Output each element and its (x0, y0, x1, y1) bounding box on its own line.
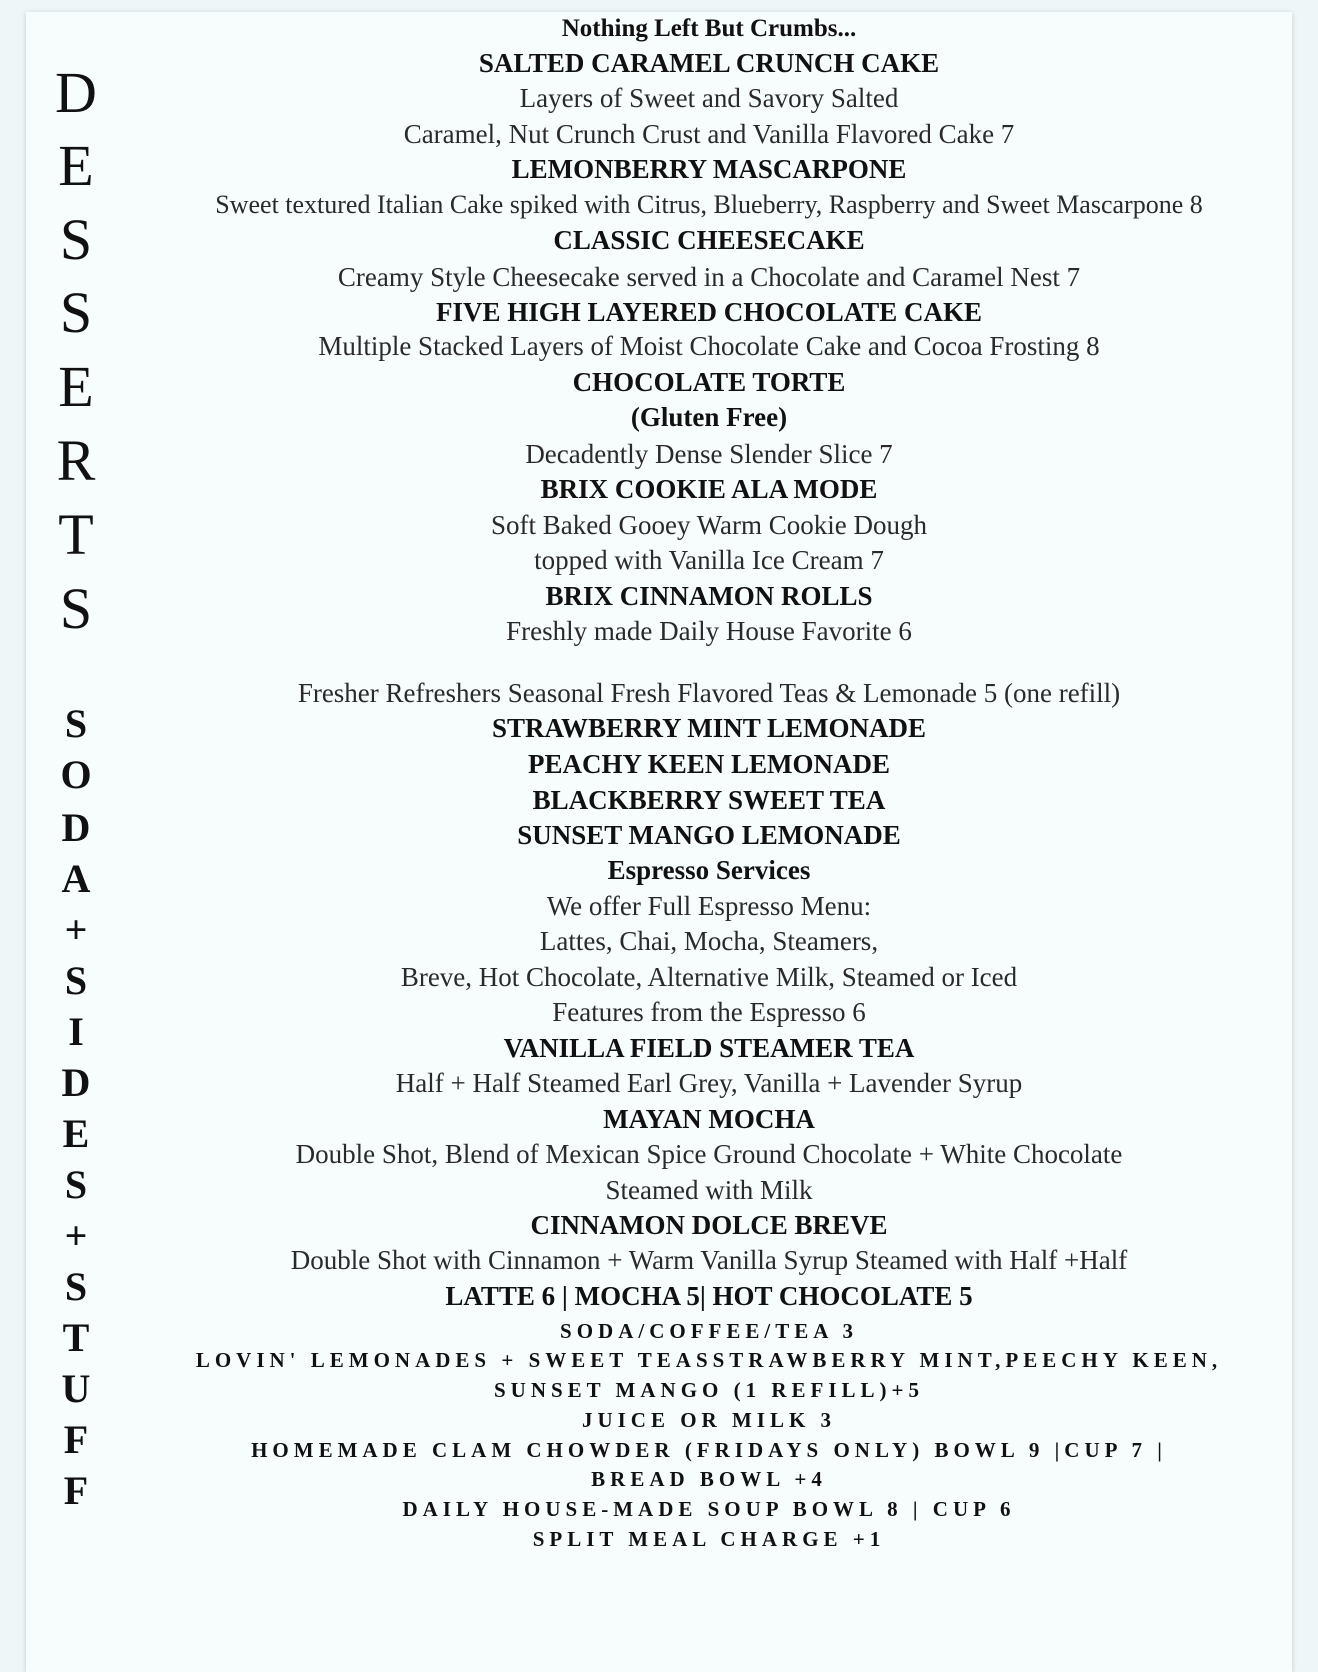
side-letter: D (61, 1060, 91, 1105)
espresso-description: Breve, Hot Chocolate, Alternative Milk, Steamed or Iced (400, 962, 1018, 992)
side-letter: S (59, 576, 93, 641)
dessert-name: FIVE HIGH LAYERED CHOCOLATE CAKE (435, 297, 983, 327)
dessert-name: BRIX CINNAMON ROLLS (545, 581, 873, 611)
side-letter: S (64, 1264, 88, 1309)
drink-special-description: Double Shot with Cinnamon + Warm Vanilla Syrup Steamed with Half +Half (290, 1245, 1128, 1275)
side-letter: D (61, 805, 91, 850)
espresso-heading: Espresso Services (607, 855, 811, 885)
espresso-description: Features from the Espresso 6 (552, 997, 866, 1027)
side-letter: D (55, 60, 97, 125)
side-letter: R (56, 428, 96, 493)
side-letter: S (64, 701, 88, 746)
side-letter: + (64, 907, 88, 952)
side-letter: I (68, 1009, 84, 1054)
desserts-header: Nothing Left But Crumbs... (561, 15, 857, 42)
dessert-name: SALTED CARAMEL CRUNCH CAKE (478, 48, 940, 78)
side-letter: E (58, 133, 94, 198)
dessert-description: Decadently Dense Slender Slice 7 (525, 439, 893, 469)
dessert-subname: (Gluten Free) (630, 402, 788, 432)
sides-line: SUNSET MANGO (1 REFILL)+5 (493, 1378, 925, 1402)
refresher-item: STRAWBERRY MINT LEMONADE (491, 713, 927, 743)
sides-line: BREAD BOWL +4 (591, 1467, 827, 1491)
side-letter: S (64, 958, 88, 1003)
dessert-description: Sweet textured Italian Cake spiked with Citrus, Blueberry, Raspberry and Sweet Mascarpone 8 (215, 190, 1203, 219)
sides-line: SODA/COFFEE/TEA 3 (560, 1319, 858, 1343)
side-letter: T (62, 1315, 90, 1360)
espresso-description: We offer Full Espresso Menu: (546, 891, 872, 921)
dessert-description: Layers of Sweet and Savory Salted (519, 83, 899, 113)
side-letter: F (63, 1468, 89, 1513)
dessert-name: BRIX COOKIE ALA MODE (540, 474, 878, 504)
drink-price-line: LATTE 6 | MOCHA 5| HOT CHOCOLATE 5 (445, 1281, 973, 1311)
refresher-item: PEACHY KEEN LEMONADE (527, 749, 891, 779)
sides-line: SPLIT MEAL CHARGE +1 (532, 1527, 886, 1551)
drink-special-name: MAYAN MOCHA (603, 1104, 815, 1134)
dessert-description: Creamy Style Cheesecake served in a Chocolate and Caramel Nest 7 (337, 262, 1081, 292)
dessert-name: LEMONBERRY MASCARPONE (511, 154, 907, 184)
side-letter: + (64, 1213, 88, 1258)
refresher-item: BLACKBERRY SWEET TEA (532, 785, 886, 815)
dessert-name: CLASSIC CHEESECAKE (553, 225, 865, 255)
refresher-item: SUNSET MANGO LEMONADE (517, 820, 901, 850)
side-letter: S (64, 1162, 88, 1207)
side-letter: O (60, 752, 92, 797)
dessert-name: CHOCOLATE TORTE (572, 367, 846, 397)
espresso-description: Lattes, Chai, Mocha, Steamers, (539, 926, 879, 956)
side-letter: T (58, 502, 94, 567)
sides-line: DAILY HOUSE-MADE SOUP BOWL 8 | CUP 6 (402, 1497, 1016, 1521)
side-letter: F (63, 1417, 89, 1462)
side-letter: U (61, 1366, 91, 1411)
side-letter: A (61, 856, 91, 901)
drink-special-description: Steamed with Milk (605, 1175, 813, 1205)
dessert-description: topped with Vanilla Ice Cream 7 (534, 545, 884, 575)
dessert-description: Caramel, Nut Crunch Crust and Vanilla Flavored Cake 7 (403, 119, 1015, 149)
sides-line: LOVIN' LEMONADES + SWEET TEASSTRAWBERRY MINT,PEECHY KEEN, (195, 1348, 1223, 1372)
side-letter: E (58, 354, 94, 419)
drink-special-description: Double Shot, Blend of Mexican Spice Ground Chocolate + White Chocolate (295, 1139, 1123, 1169)
drink-special-name: VANILLA FIELD STEAMER TEA (503, 1033, 915, 1063)
sides-line: HOMEMADE CLAM CHOWDER (FRIDAYS ONLY) BOWL 9 |CUP 7 | (251, 1438, 1167, 1462)
dessert-description: Multiple Stacked Layers of Moist Chocolate Cake and Cocoa Frosting 8 (318, 331, 1100, 361)
dessert-description: Freshly made Daily House Favorite 6 (506, 616, 912, 646)
drink-special-name: CINNAMON DOLCE BREVE (530, 1210, 888, 1240)
sides-line: JUICE OR MILK 3 (581, 1408, 837, 1432)
side-letter: E (62, 1111, 90, 1156)
side-letter: S (59, 280, 93, 345)
menu-page (26, 12, 1292, 1672)
dessert-description: Soft Baked Gooey Warm Cookie Dough (490, 510, 928, 540)
side-letter: S (59, 207, 93, 272)
drink-special-description: Half + Half Steamed Earl Grey, Vanilla + Lavender Syrup (395, 1068, 1023, 1098)
refreshers-intro: Fresher Refreshers Seasonal Fresh Flavored Teas & Lemonade 5 (one refill) (297, 678, 1121, 708)
